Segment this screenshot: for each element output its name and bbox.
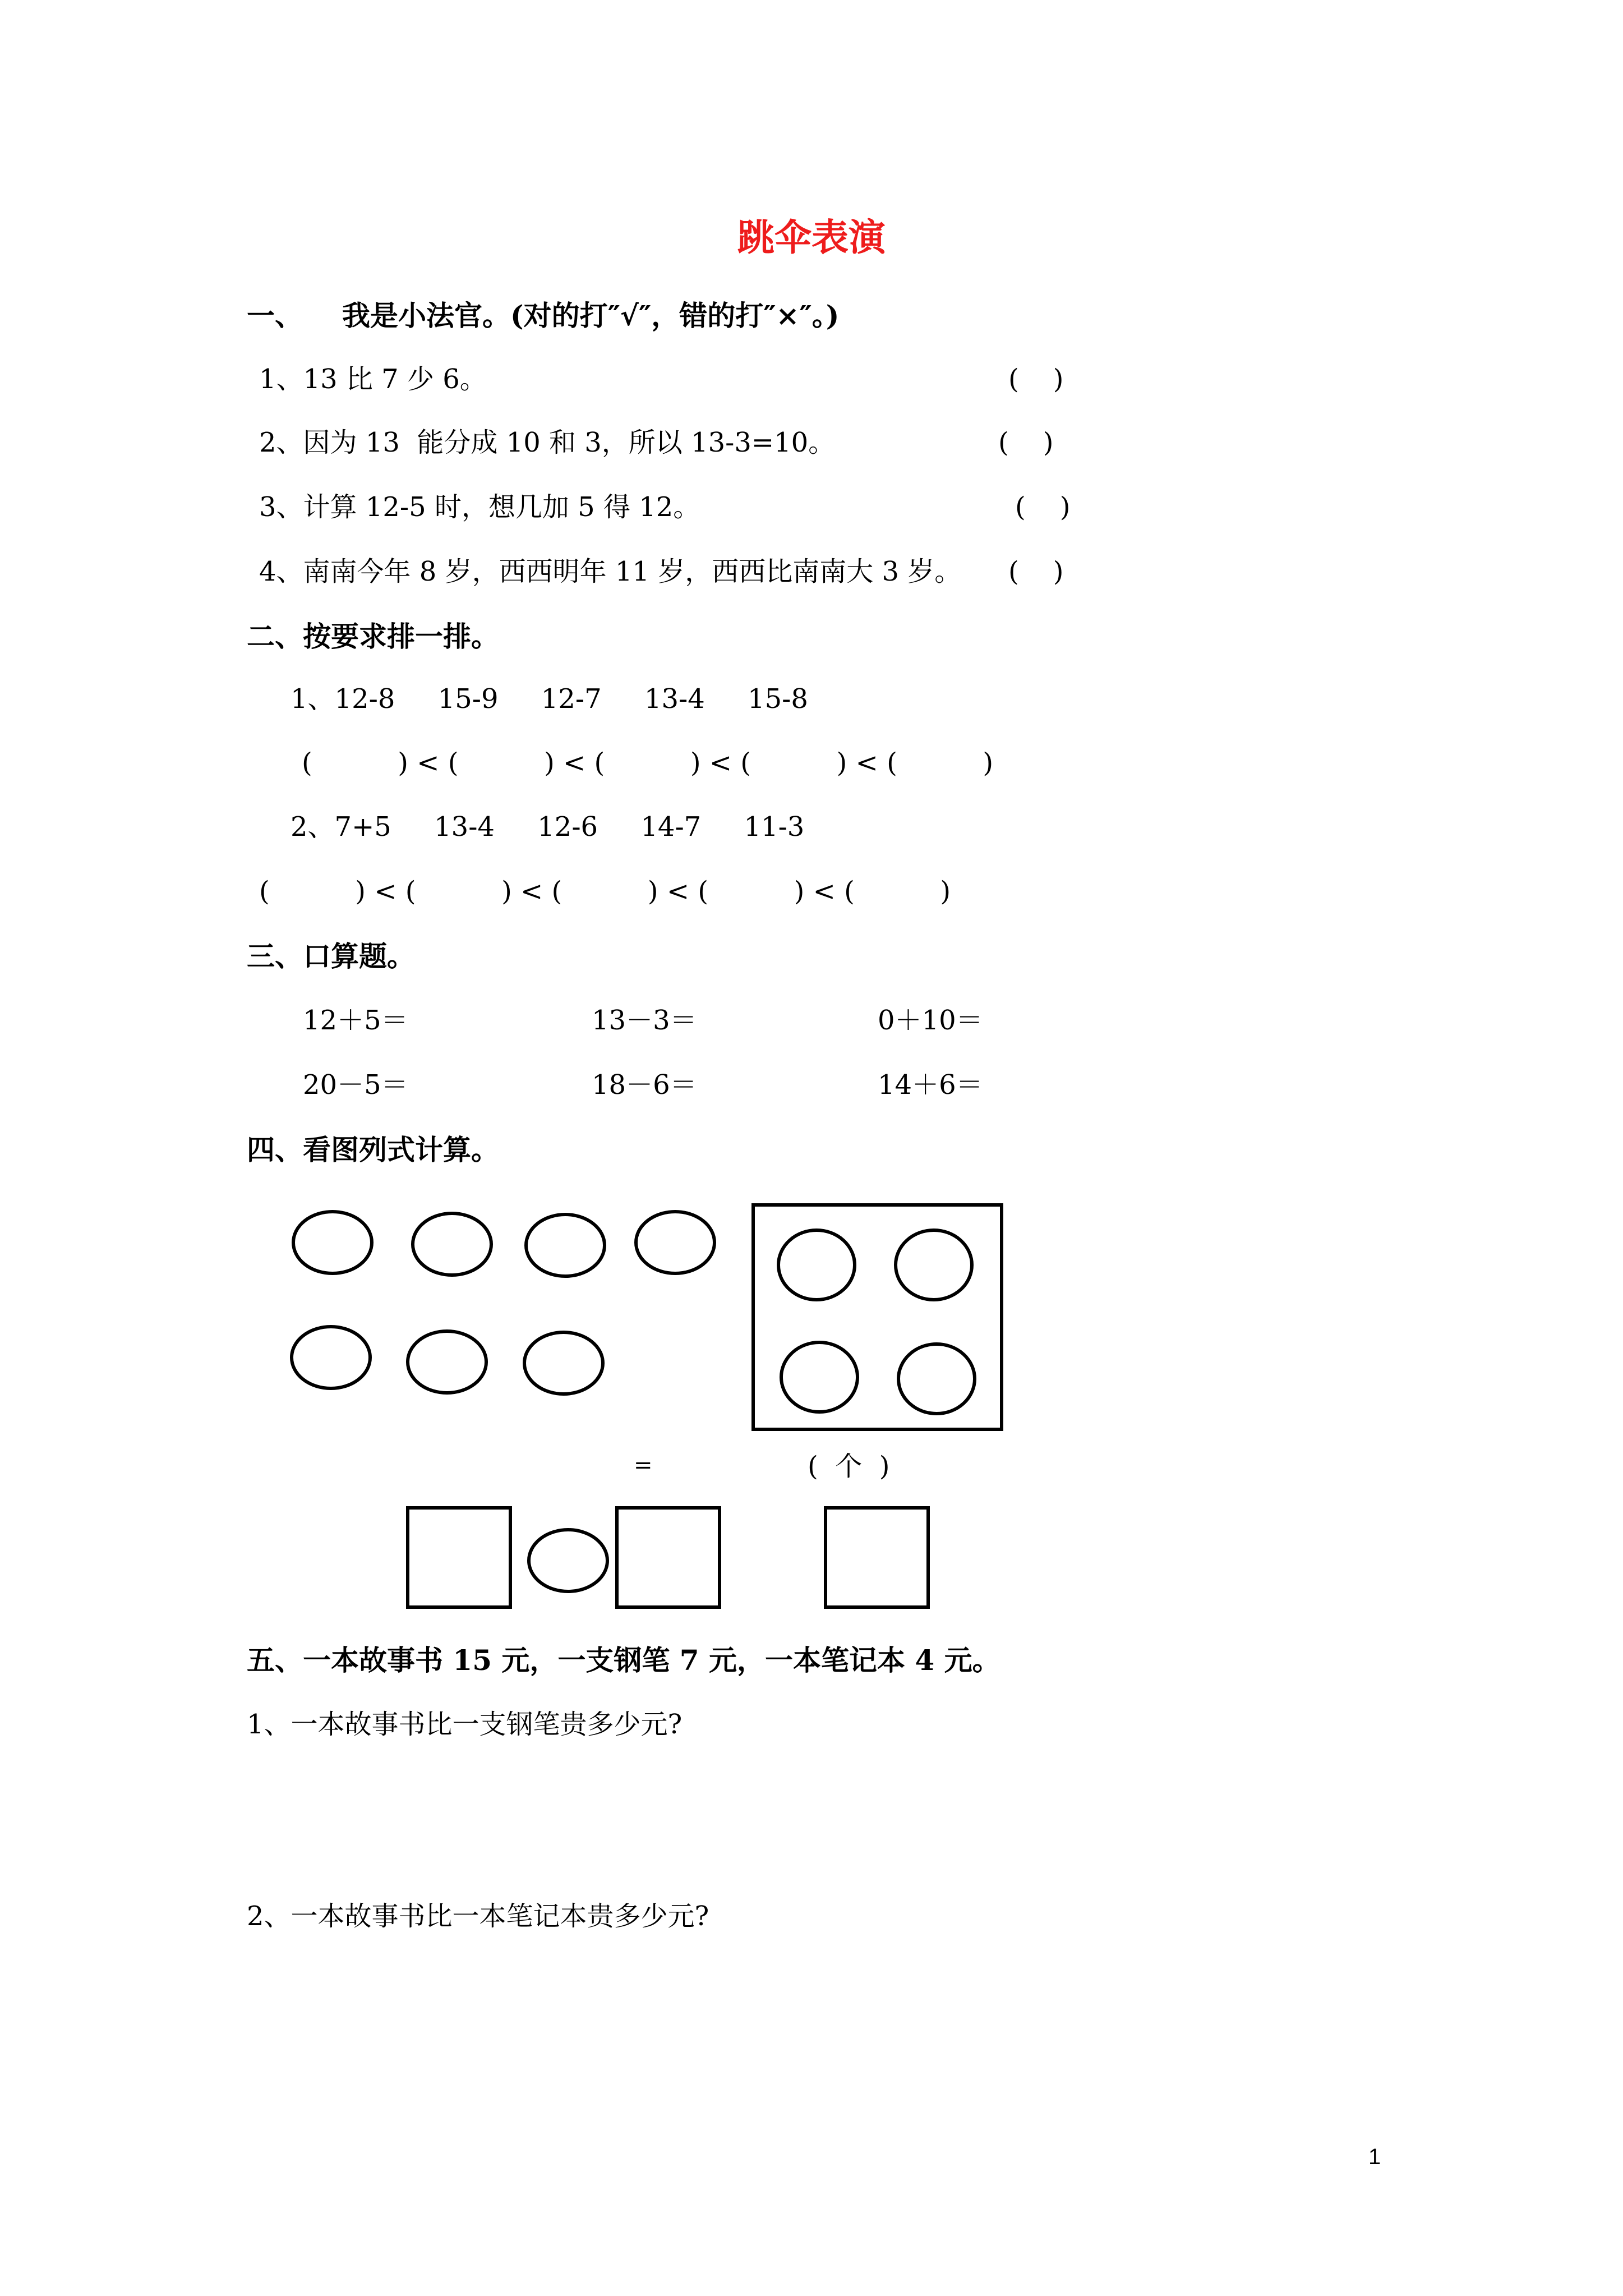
circle [413, 1213, 491, 1275]
section2-heading: 二、按要求排一排。 [247, 620, 499, 653]
s5-q2: 2、一本故事书比一本笔记本贵多少元? [247, 1901, 709, 1932]
s3-problem-2: 13－3＝ [592, 1005, 697, 1036]
s1-answer-4[interactable]: ( ) [1008, 556, 1064, 587]
s3-problem-5: 18－6＝ [592, 1069, 697, 1101]
operator-circle [529, 1530, 607, 1591]
answer-box-2 [617, 1508, 720, 1607]
s5-q1: 1、一本故事书比一支钢笔贵多少元? [247, 1709, 683, 1740]
answer-box-3 [826, 1508, 928, 1607]
circle [408, 1331, 486, 1393]
s1-answer-1[interactable]: ( ) [1008, 364, 1064, 395]
s1-item-2: 2、因为 13 能分成 10 和 3，所以 13-3=10。 [259, 427, 836, 458]
circle [778, 1230, 855, 1300]
section5-heading: 五、一本故事书 15 元，一支钢笔 7 元，一本笔记本 4 元。 [247, 1644, 1000, 1677]
s3-problem-6: 14＋6＝ [878, 1069, 983, 1101]
section3-heading: 三、口算题。 [247, 940, 415, 973]
s3-problem-1: 12＋5＝ [303, 1005, 408, 1036]
circle [898, 1344, 975, 1414]
circle [526, 1214, 605, 1276]
unit-label: ( 个 ) [808, 1451, 890, 1482]
s1-item-4: 4、南南今年 8 岁，西西明年 11 岁，西西比南南大 3 岁。 [259, 556, 962, 587]
s1-item-3: 3、计算 12-5 时，想几加 5 得 12。 [259, 491, 700, 523]
s2-q2: 2、7+5 13-4 12-6 14-7 11-3 [291, 811, 805, 843]
section1-number: 一、 [247, 299, 303, 332]
circle [636, 1212, 714, 1273]
circle [293, 1212, 372, 1273]
circle [524, 1332, 603, 1394]
circle [781, 1342, 857, 1412]
s3-problem-3: 0＋10＝ [878, 1005, 983, 1036]
s1-answer-2[interactable]: ( ) [998, 427, 1054, 458]
s2-q1: 1、12-8 15-9 12-7 13-4 15-8 [291, 683, 808, 715]
circle [896, 1230, 972, 1300]
s3-problem-4: 20－5＝ [303, 1069, 408, 1101]
s1-item-1: 1、13 比 7 少 6。 [259, 364, 487, 395]
s1-answer-3[interactable]: ( ) [1015, 491, 1071, 523]
s2-q1-blanks[interactable]: ( ) < ( ) < ( ) < ( ) < ( ) [302, 747, 994, 779]
answer-box-1 [408, 1508, 510, 1607]
circle [292, 1327, 370, 1388]
section4-heading: 四、看图列式计算。 [247, 1133, 499, 1166]
section1-heading: 我是小法官。(对的打″√″，错的打″×″。) [342, 299, 840, 332]
s2-q2-blanks[interactable]: ( ) < ( ) < ( ) < ( ) < ( ) [259, 876, 951, 907]
page-number: 1 [1368, 2145, 1381, 2169]
page-title: 跳伞表演 [737, 215, 886, 259]
equals-sign: = [634, 1452, 653, 1478]
